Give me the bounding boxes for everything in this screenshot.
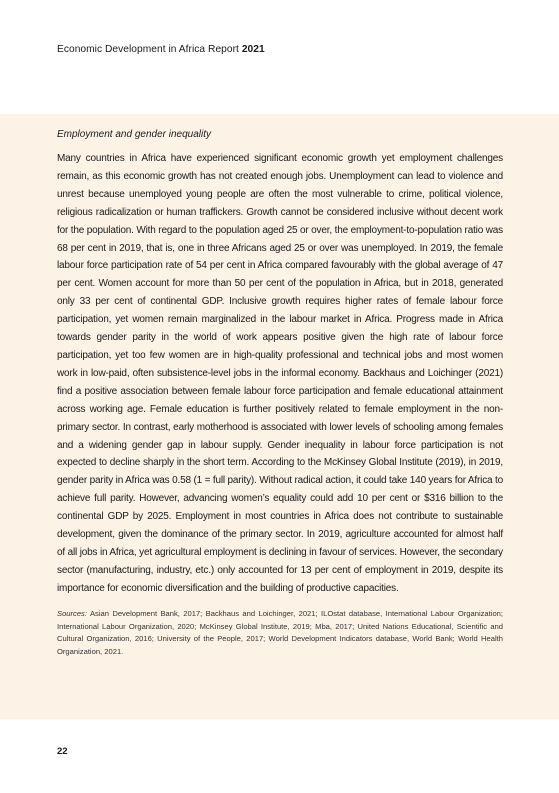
sources-note	[57, 608, 503, 660]
text-box-content	[57, 129, 503, 659]
report-title: Economic Development in Africa Report	[57, 44, 239, 55]
report-year: 2021	[241, 44, 265, 55]
box-body-paragraph: Many countries in Africa have experienced significant economic growth yet employment challenges remain, as this economic growth has not created enough jobs. Unemployment can lead to violence and unrest because unemployed young people are often the most vulnerable to crime, political violence, religious radicalization or human traffickers. Growth cannot be considered inclusive without decent work for the population. With regard to the population aged 25 or over, the employment-to-population ratio was 68 per cent in 2019, that is, one in three Africans aged 25 or over was unemployed. In 2019, the female labour force participation rate of 54 per cent in Africa compared favourably with the global average of 47 per cent. Women account for more than 50 per cent of the population in Africa, but in 2018, generated only 33 per cent of continental GDP. Inclusive growth requires higher rates of female labour force participation, yet women remain marginalized in the labour market in Africa. Progress made in Africa towards gender parity in the world of work appears positive given the high rate of labour force participation, yet too few women are in high-quality professional and technical jobs and most women work in low-paid, often subsistence-level jobs in the informal economy. Backhaus and Loichinger (2021) find a positive association between female labour force participation and female educational attainment across working age. Female education is further positively related to female employment in the non-primary sector. In contrast, early motherhood is associated with lower levels of schooling among females and a widening gender gap in labour supply. Gender inequality in labour force participation is not expected to decline sharply in the short term. According to the McKinsey Global Institute (2019), in 2019, gender parity in Africa was 0.58 (1 = full parity). Without radical action, it could take 140 years for Africa to achieve full parity. However, advancing women’s equality could add 10 per cent or $316 billion to the continental GDP by 2025. Employment in most countries in Africa does not contribute to sustainable development, given the dominance of the primary sector. In 2019, agriculture accounted for almost half of all jobs in Africa, yet agricultural employment is declining in favour of services. However, the secondary sector (manufacturing, industry, etc.) only accounted for 13 per cent of employment in 2019, despite its importance for economic diversification and the building of productive capacities.	[57, 153, 503, 594]
text-box	[0, 114, 559, 719]
sources-text: Asian Development Bank, 2017; Backhaus and Loichinger, 2021; ILOstat database, International Labour Organization; International Labour Organization, 2020; McKinsey Global Institute, 2019; Mba, 2017; United Nations Educational, Scientific and Cultural Organization, 2016; University of the People, 2017; World Development Indicators database, World Bank; World Health Organization, 2021.	[57, 608, 503, 657]
page-number: 22	[57, 746, 68, 757]
sources-label: Sources:	[57, 608, 87, 618]
box-subheading: Employment and gender inequality	[57, 129, 211, 140]
running-header	[57, 44, 265, 55]
